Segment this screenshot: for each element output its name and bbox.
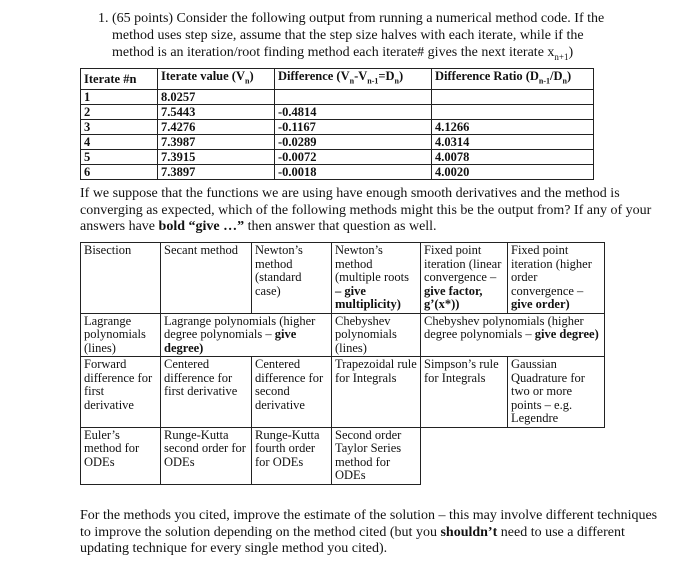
methods-row-1 — [81, 243, 605, 314]
question-line-2: method uses step size, assume that the step size halves with each iterate, while if the — [112, 28, 584, 43]
table-row — [81, 149, 594, 164]
method-chebyshev-higher: Chebyshev polynomials (higher degree polynomials – give degree) — [421, 313, 605, 357]
header-difference-ratio: Difference Ratio $(D_{n-1}/D_n)$ — [432, 69, 594, 90]
cell-n: 1 — [81, 89, 158, 104]
cell-value: 7.3915 — [158, 149, 275, 164]
follow-up-prompt: For the methods you cited, improve the estimate of the solution – this may involve different techniques to improve the solution depending on the method cited (but you shouldn’t need to use a different updating technique for every single method you cited). — [80, 508, 658, 556]
method-centered-first: Centered difference for first derivative — [161, 357, 252, 428]
table-row — [81, 89, 594, 104]
methods-row-4 — [81, 427, 605, 484]
cell-value: 7.4276 — [158, 119, 275, 134]
method-newton-standard: Newton’s method (standard case) — [252, 243, 332, 314]
question-prompt: If we suppose that the functions we are using have enough smooth derivatives and the method is converging as expected, which of the following methods might this be the output from? If any of your answers have bold “give …” then answer that question as well. — [80, 186, 652, 234]
method-chebyshev-lines: Chebyshev polynomials (lines) — [332, 313, 421, 357]
table-row — [81, 164, 594, 179]
question-line-1: (65 points) Consider the following output from running a numerical method code. If the — [112, 11, 605, 26]
method-secant: Secant method — [161, 243, 252, 314]
table-row — [81, 104, 594, 119]
cell-ratio — [432, 89, 594, 104]
methods-row-2 — [81, 313, 605, 357]
cell-value: 7.3897 — [158, 164, 275, 179]
method-centered-second: Centered difference for second derivative — [252, 357, 332, 428]
cell-value: 7.3987 — [158, 134, 275, 149]
method-rk4: Runge-Kutta fourth order for ODEs — [252, 427, 332, 484]
output-table — [80, 68, 594, 180]
method-simpson: Simpson’s rule for Integrals — [421, 357, 508, 428]
method-newton-multiple: Newton’s method (multiple roots – give multiplicity) — [332, 243, 421, 314]
table-row — [81, 119, 594, 134]
method-fixed-point-linear: Fixed point iteration (linear convergence – give factor, g’(x*)) — [421, 243, 508, 314]
cell-difference: -0.0018 — [275, 164, 432, 179]
question-number: 1. — [98, 11, 109, 26]
cell-difference: -0.0072 — [275, 149, 432, 164]
cell-ratio: 4.0314 — [432, 134, 594, 149]
cell-n: 3 — [81, 119, 158, 134]
output-table-header — [81, 69, 594, 90]
method-lagrange-lines: Lagrange polynomials (lines) — [81, 313, 161, 357]
method-rk2: Runge-Kutta second order for ODEs — [161, 427, 252, 484]
method-euler: Euler’s method for ODEs — [81, 427, 161, 484]
methods-table — [80, 242, 605, 485]
method-gaussian-quadrature: Gaussian Quadrature for two or more points – e.g. Legendre — [508, 357, 605, 428]
cell-ratio: 4.1266 — [432, 119, 594, 134]
table-row — [81, 134, 594, 149]
method-fixed-point-higher: Fixed point iteration (higher order convergence – give order) — [508, 243, 605, 314]
method-bisection: Bisection — [81, 243, 161, 314]
cell-n: 5 — [81, 149, 158, 164]
cell-difference — [275, 89, 432, 104]
cell-value: 8.0257 — [158, 89, 275, 104]
cell-ratio: 4.0020 — [432, 164, 594, 179]
cell-ratio — [432, 104, 594, 119]
method-forward-difference: Forward difference for first derivative — [81, 357, 161, 428]
cell-n: 2 — [81, 104, 158, 119]
cell-value: 7.5443 — [158, 104, 275, 119]
cell-ratio: 4.0078 — [432, 149, 594, 164]
question-line-3: method is an iteration/root finding method each iterate# gives the next iterate $x_{n+1}$) — [112, 45, 574, 62]
cell-difference: -0.1167 — [275, 119, 432, 134]
header-iterate-n: Iterate #n — [81, 69, 158, 90]
cell-n: 4 — [81, 134, 158, 149]
method-trapezoidal: Trapezoidal rule for Integrals — [332, 357, 421, 428]
methods-row-3 — [81, 357, 605, 428]
header-difference: Difference $(V_n-V_{n-1}=D_n)$ — [275, 69, 432, 90]
question-intro — [98, 10, 672, 66]
cell-difference: -0.0289 — [275, 134, 432, 149]
header-iterate-value: Iterate value $(V_n)$ — [158, 69, 275, 90]
method-taylor-second: Second order Taylor Series method for ODEs — [332, 427, 421, 484]
cell-n: 6 — [81, 164, 158, 179]
method-lagrange-higher: Lagrange polynomials (higher degree polynomials – give degree) — [161, 313, 332, 357]
cell-difference: -0.4814 — [275, 104, 432, 119]
